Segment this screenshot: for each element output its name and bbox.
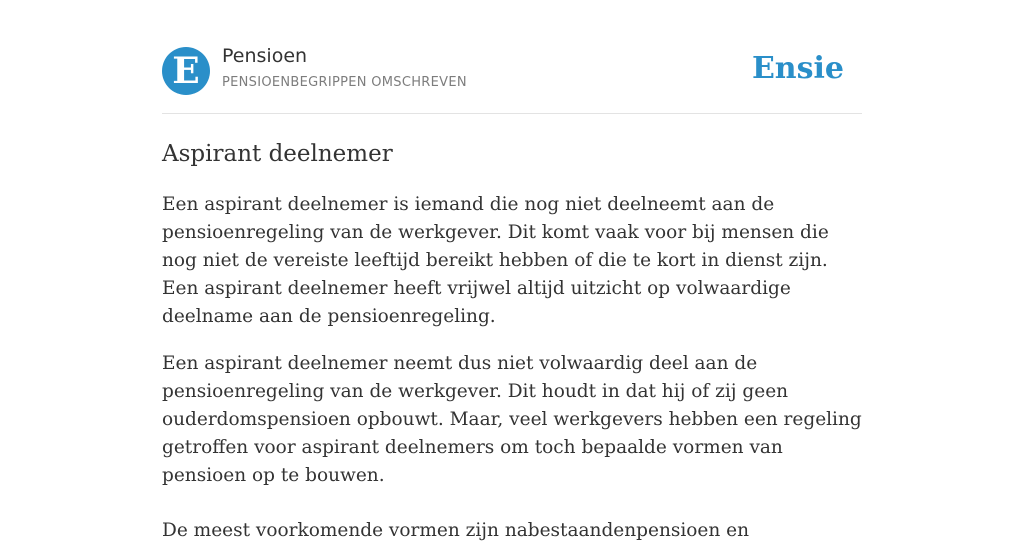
logo-letter: E [172,50,200,92]
article-paragraph: De meest voorkomende vormen zijn nabestaandenpensioen en [162,520,750,541]
site-title[interactable]: Pensioen [222,45,308,67]
article-paragraph: Een aspirant deelnemer is iemand die nog niet deelneemt aan de pensioenregeling van de werkgever. Dit komt vaak voor bij mensen die nog niet de vereiste leeftijd bereikt hebben of die te kort in dienst zijn. Een aspirant deelnemer heeft vrijwel altijd uitzicht op volwaardige deelname aan de pensioenregeling. [162,194,829,327]
content-container [162,0,862,545]
article-title: Aspirant deelnemer [162,141,393,167]
site-header [162,0,862,114]
site-logo[interactable] [162,47,210,95]
site-subtitle: PENSIOENBEGRIPPEN OMSCHREVEN [222,75,467,90]
brand-logo[interactable]: Ensie [751,51,844,86]
article-paragraph: Een aspirant deelnemer neemt dus niet volwaardig deel aan de pensioenregeling van de werkgever. Dit houdt in dat hij of zij geen ouderdomspensioen opbouwt. Maar, veel werkgevers hebben een regeling getroffen voor aspirant deelnemers om toch bepaalde vormen van pensioen op te bouwen. [162,353,862,486]
